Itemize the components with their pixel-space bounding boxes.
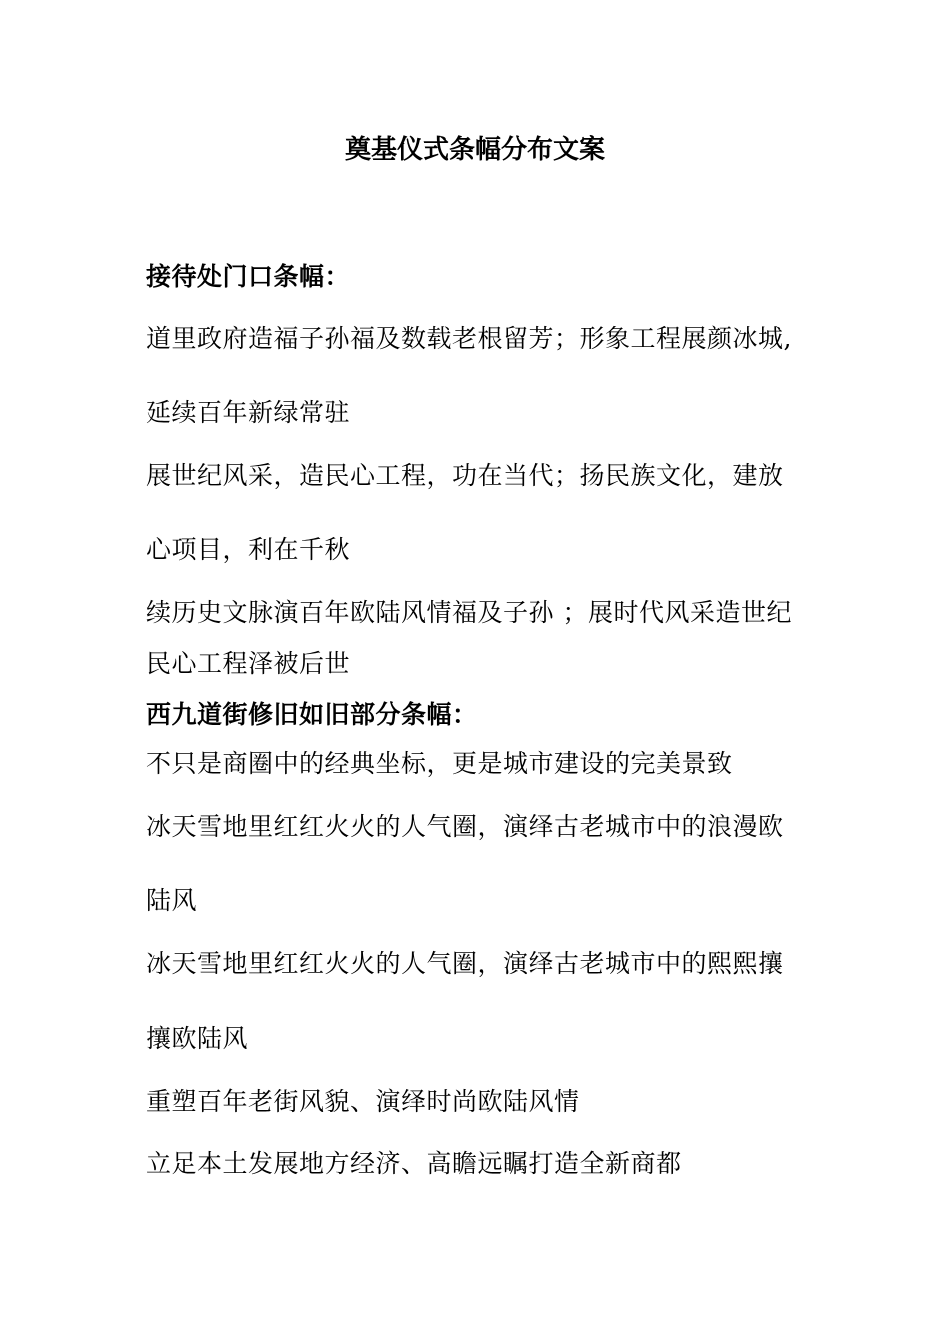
text-line: 展世纪风采，造民心工程，功在当代；扬民族文化，建放: [146, 461, 784, 490]
text-line: 重塑百年老街风貌、演绎时尚欧陆风情: [146, 1087, 580, 1116]
section-heading-west-ninth-street: 西九道街修旧如旧部分条幅：: [146, 700, 478, 729]
text-line: 心项目，利在千秋: [146, 535, 351, 564]
section-heading-reception: 接待处门口条幅：: [146, 262, 351, 291]
text-line: 冰天雪地里红红火火的人气圈，演绎古老城市中的浪漫欧: [146, 812, 784, 841]
document-title: 奠基仪式条幅分布文案: [344, 135, 605, 165]
text-line: 陆风: [146, 886, 198, 915]
text-line: 延续百年新绿常驻: [146, 398, 351, 427]
text-line: 民心工程泽被后世: [146, 649, 351, 678]
text-line: 续历史文脉演百年欧陆风情福及子孙 ；展时代风采造世纪: [146, 598, 792, 627]
text-line: 道里政府造福子孙福及数载老根留芳；形象工程展颜冰城,: [146, 324, 792, 353]
text-line: 不只是商圈中的经典坐标，更是城市建设的完美景致: [146, 749, 733, 778]
text-line: 攘欧陆风: [146, 1024, 249, 1053]
text-line: 立足本土发展地方经济、高瞻远瞩打造全新商都: [146, 1149, 682, 1178]
text-line: 冰天雪地里红红火火的人气圈，演绎古老城市中的熙熙攘: [146, 949, 784, 978]
